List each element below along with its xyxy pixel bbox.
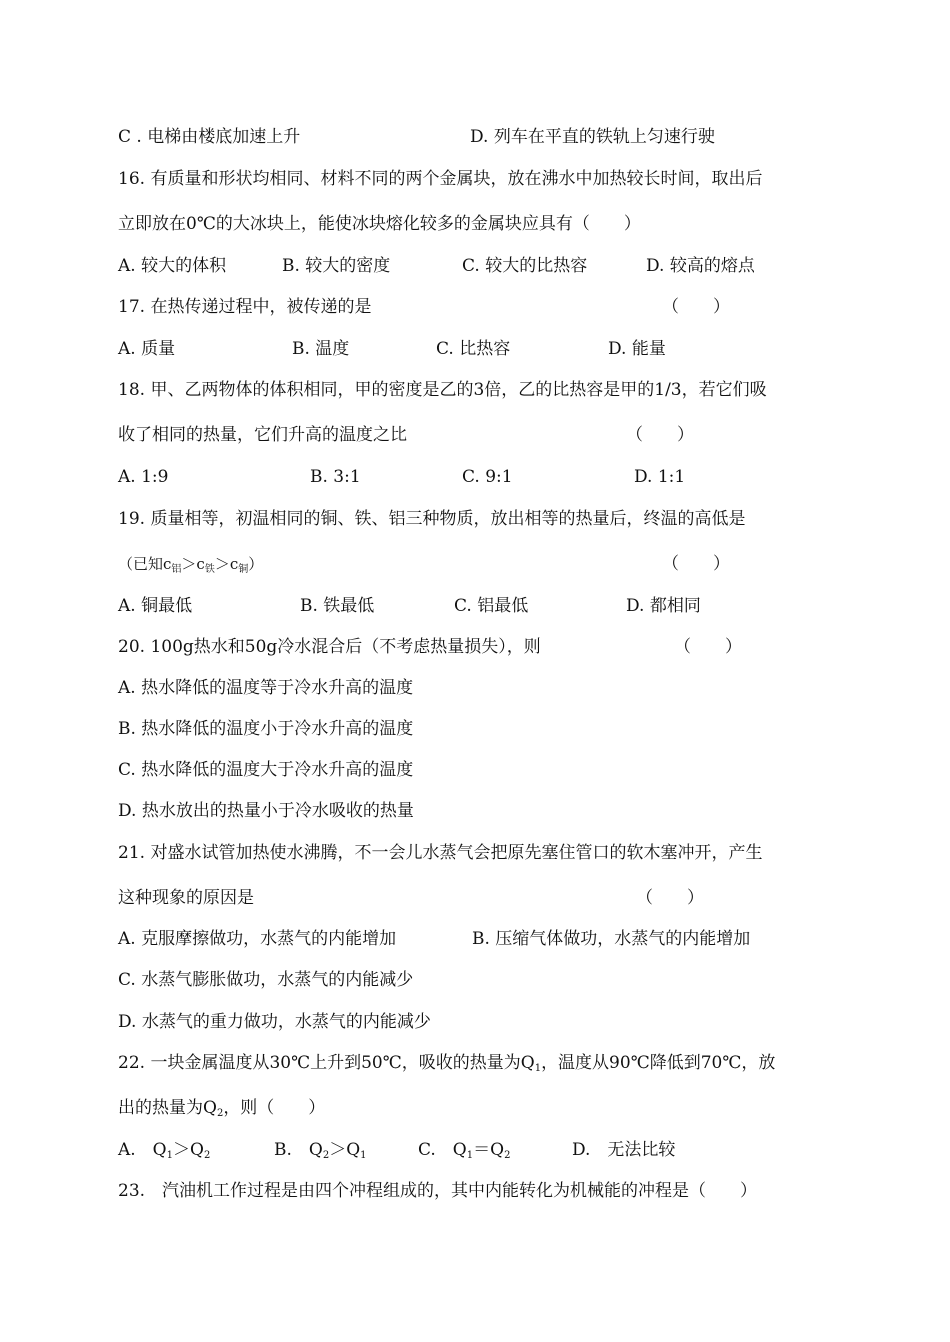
subscript: 2 bbox=[504, 1150, 511, 1161]
option-d-train: D. 列车在平直的铁轨上匀速行驶 bbox=[470, 127, 715, 147]
question-21-option-b: B. 压缩气体做功，水蒸气的内能增加 bbox=[472, 929, 751, 949]
question-18-option-c: C. 9:1 bbox=[462, 467, 513, 487]
question-20-option-c: C. 热水降低的温度大于冷水升高的温度 bbox=[118, 760, 414, 780]
question-16-option-d: D. 较高的熔点 bbox=[646, 256, 755, 276]
subscript: 1 bbox=[360, 1150, 367, 1161]
question-22-option-c bbox=[418, 1139, 510, 1164]
close-paren: ） bbox=[248, 555, 264, 573]
question-16-line-1: 16. 有质量和形状均相同、材料不同的两个金属块，放在沸水中加热较长时间，取出后 bbox=[118, 169, 763, 189]
question-21-line-2: 这种现象的原因是 bbox=[118, 888, 254, 908]
gt-c: ＞c bbox=[181, 555, 205, 573]
question-20-answer-paren: （ ） bbox=[674, 637, 742, 657]
question-19-option-a: A. 铜最低 bbox=[118, 596, 193, 616]
question-16-option-b: B. 较大的密度 bbox=[282, 256, 391, 276]
question-19-answer-paren: （ ） bbox=[662, 554, 730, 574]
subscript-copper: 铜 bbox=[238, 564, 249, 575]
option-c-elevator: C . 电梯由楼底加速上升 bbox=[118, 127, 301, 147]
opt-text: ＞Q bbox=[173, 1140, 204, 1160]
question-21-option-a: A. 克服摩擦做功，水蒸气的内能增加 bbox=[118, 929, 397, 949]
subscript: 1 bbox=[166, 1150, 173, 1161]
subscript-iron: 铁 bbox=[204, 564, 215, 575]
question-21-option-d: D. 水蒸气的重力做功，水蒸气的内能减少 bbox=[118, 1012, 431, 1032]
question-18-line-1: 18. 甲、乙两物体的体积相同，甲的密度是乙的3倍，乙的比热容是甲的1/3，若它们吸 bbox=[118, 380, 767, 400]
q22-text-c: 出的热量为Q bbox=[118, 1098, 217, 1118]
subscript: 1 bbox=[466, 1150, 474, 1161]
subscript-1: 1 bbox=[534, 1063, 542, 1074]
question-17-answer-paren: （ ） bbox=[662, 297, 730, 317]
question-18-option-d: D. 1:1 bbox=[634, 467, 686, 487]
subscript-2: 2 bbox=[216, 1108, 224, 1119]
question-23-line-1: 23. 汽油机工作过程是由四个冲程组成的，其中内能转化为机械能的冲程是（ ） bbox=[118, 1181, 758, 1201]
question-22-option-a bbox=[118, 1139, 210, 1164]
question-22-option-d: D. 无法比较 bbox=[572, 1140, 676, 1160]
opt-text: ＝Q bbox=[473, 1140, 505, 1160]
question-20-option-b: B. 热水降低的温度小于冷水升高的温度 bbox=[118, 719, 414, 739]
question-17-line-1: 17. 在热传递过程中，被传递的是 bbox=[118, 297, 372, 317]
q22-text-b: ，温度从90℃降低到70℃，放 bbox=[541, 1053, 776, 1073]
question-16-line-2: 立即放在0℃的大冰块上，能使冰块熔化较多的金属块应具有（ ） bbox=[118, 214, 641, 234]
question-22-line-1 bbox=[118, 1052, 775, 1077]
question-17-option-c: C. 比热容 bbox=[436, 339, 511, 359]
c-label: （已知c bbox=[118, 555, 172, 573]
question-16-option-a: A. 较大的体积 bbox=[118, 256, 227, 276]
question-19-line-2 bbox=[118, 553, 263, 578]
subscript: 2 bbox=[322, 1150, 330, 1161]
question-18-option-b: B. 3:1 bbox=[310, 467, 361, 487]
question-18-line-2: 收了相同的热量，它们升高的温度之比 bbox=[118, 425, 407, 445]
subscript-aluminum: 铝 bbox=[171, 564, 182, 575]
question-21-line-1: 21. 对盛水试管加热使水沸腾，不一会儿水蒸气会把原先塞住管口的软木塞冲开，产生 bbox=[118, 843, 763, 863]
opt-text: C. Q bbox=[418, 1140, 467, 1160]
question-17-option-b: B. 温度 bbox=[292, 339, 350, 359]
question-17-option-a: A. 质量 bbox=[118, 339, 176, 359]
q22-text-a: 22. 一块金属温度从30℃上升到50℃，吸收的热量为Q bbox=[118, 1053, 535, 1073]
question-19-option-c: C. 铝最低 bbox=[454, 596, 529, 616]
question-20-line-1: 20. 100g热水和50g冷水混合后（不考虑热量损失），则 bbox=[118, 637, 541, 657]
question-20-option-d: D. 热水放出的热量小于冷水吸收的热量 bbox=[118, 801, 414, 821]
q22-text-d: ，则（ ） bbox=[223, 1098, 326, 1118]
question-18-option-a: A. 1:9 bbox=[118, 467, 169, 487]
question-20-option-a: A. 热水降低的温度等于冷水升高的温度 bbox=[118, 678, 414, 698]
question-21-option-c: C. 水蒸气膨胀做功，水蒸气的内能减少 bbox=[118, 970, 414, 990]
question-22-option-b bbox=[274, 1139, 367, 1164]
question-18-answer-paren: （ ） bbox=[626, 425, 694, 445]
opt-text: A. Q bbox=[118, 1140, 167, 1160]
opt-text: B. Q bbox=[274, 1140, 323, 1160]
question-19-option-b: B. 铁最低 bbox=[300, 596, 375, 616]
question-17-option-d: D. 能量 bbox=[608, 339, 666, 359]
question-21-answer-paren: （ ） bbox=[636, 888, 704, 908]
question-22-line-2 bbox=[118, 1097, 325, 1122]
question-19-option-d: D. 都相同 bbox=[626, 596, 701, 616]
opt-text: ＞Q bbox=[329, 1140, 361, 1160]
gt-c: ＞c bbox=[214, 555, 239, 573]
question-19-line-1: 19. 质量相等，初温相同的铜、铁、铝三种物质，放出相等的热量后，终温的高低是 bbox=[118, 509, 746, 529]
subscript: 2 bbox=[203, 1150, 211, 1161]
question-16-option-c: C. 较大的比热容 bbox=[462, 256, 588, 276]
